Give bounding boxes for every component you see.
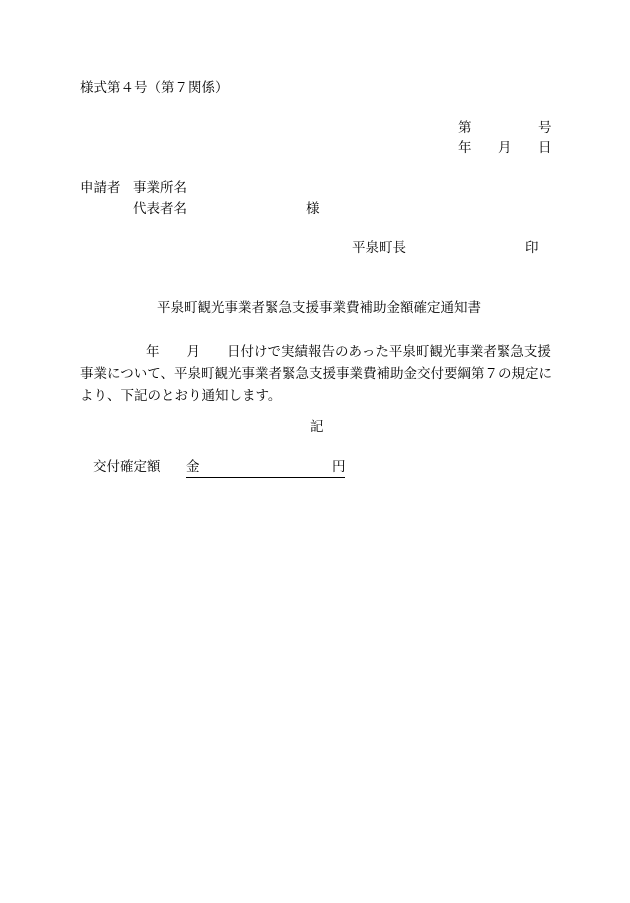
amount-label: 交付確定額 [93,459,161,475]
body-line-2: 事業について、平泉町観光事業者緊急支援事業費補助金交付要綱第７の規定に [80,366,552,382]
document-title: 平泉町観光事業者緊急支援事業費補助金額確定通知書 [157,300,481,316]
applicant-label: 申請者 [80,180,121,196]
applicant-honorific: 様 [306,201,320,217]
amount-underline [186,461,345,478]
body-line-1 [80,341,550,363]
date-month: 月 [498,140,512,156]
applicant-office-label: 事業所名 [133,180,187,196]
amount-unit: 円 [332,459,346,475]
date-year: 年 [458,140,472,156]
body-paragraph [80,341,550,407]
applicant-representative-label: 代表者名 [133,201,187,217]
body-year: 年 [146,344,160,360]
note-heading: 記 [310,419,324,435]
document-number-suffix: 号 [538,120,552,136]
body-line-3: より、下記のとおり通知します。 [80,388,282,404]
date-day: 日 [538,140,552,156]
form-number: 様式第４号（第７関係） [80,80,229,96]
issuer-title: 平泉町長 [352,240,406,256]
body-line-1-rest: 日付けで実績報告のあった平泉町観光事業者緊急支援 [227,344,551,360]
body-month: 月 [186,344,200,360]
amount-prefix: 金 [186,459,200,475]
issuer-seal: 印 [525,240,539,256]
document-number-prefix: 第 [458,120,472,136]
